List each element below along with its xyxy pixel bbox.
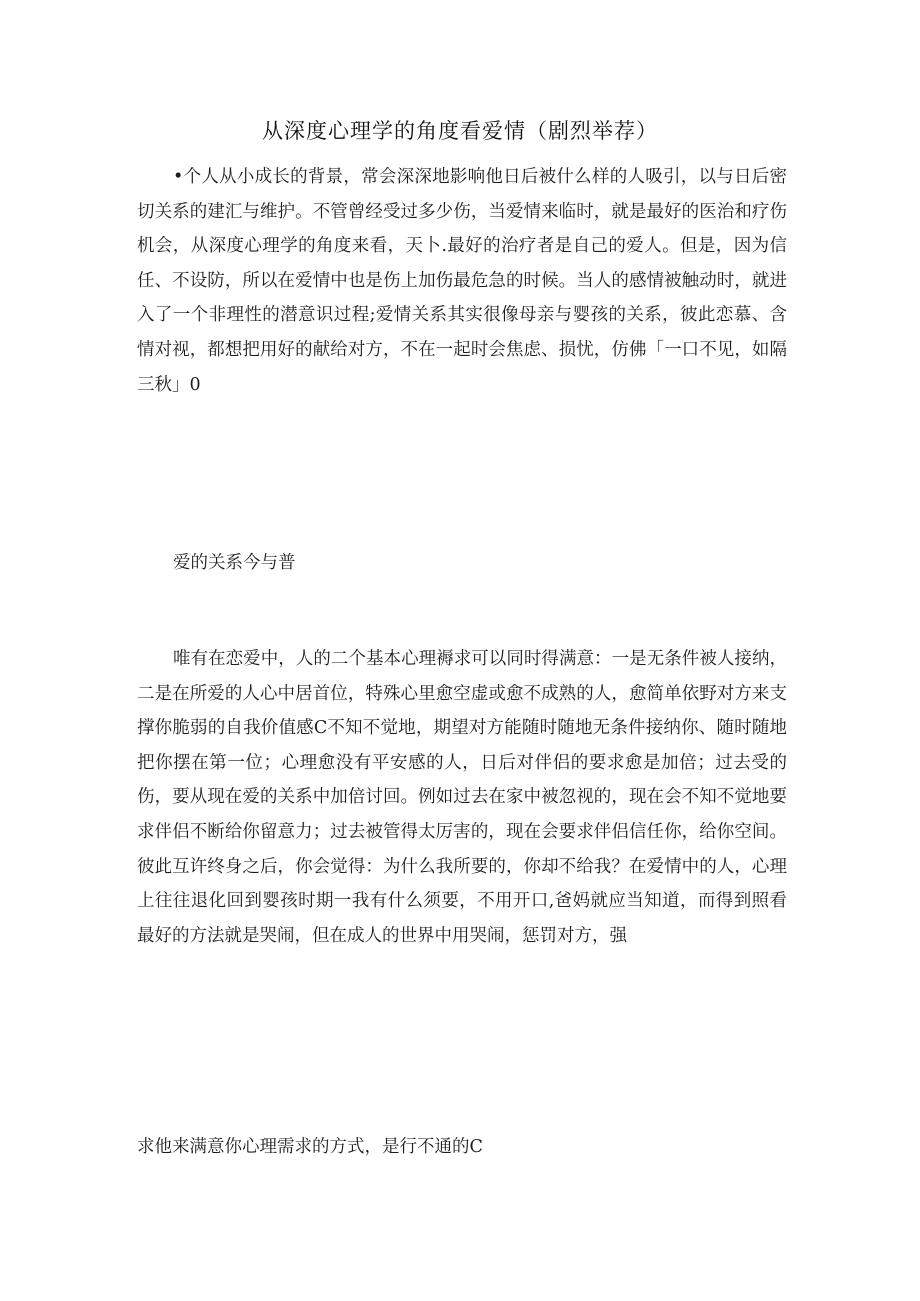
paragraph-intro: •个人从小成长的背景，常会深深地影响他日后被什么样的人吸引，以与日后密切关系的建汇与维护。不管曾经受过多少伤，当爱情来临时，就是最好的医治和疗伤机会，从深度心理学的角度来看，天卜.最好的治疗者是自己的爱人。但是，因为信任、不设防，所以在爱情中也是伤上加伤最危急的时候。当人的感情被触动时，就进入了一个非理性的潜意识过程;爱情关系其实很像母亲与婴孩的关系，彼此恋慕、含情对视，都想把用好的献给对方，不在一起时会焦虑、损忧，仿佛「一口不见，如隔三秋」0 (137, 167, 787, 395)
section-heading: 爱的关系今与普 (173, 553, 296, 573)
paragraph-continuation: 求他来满意你心理需求的方式，是行不通的C (137, 1137, 483, 1157)
document-title: 从深度心理学的角度看爱情（剧烈举荐） (262, 119, 658, 143)
paragraph-body: 唯有在恋爱中，人的二个基本心理褥求可以同时得满意：一是无条件被人接纳，二是在所爱的人心中居首位，特殊心里愈空虚或愈不成熟的人，愈简单依野对方来支撑你脆弱的自我价值感C不知不觉地，期望对方能随时随地无条件接纳你、随时随地把你摆在第一位；心理愈没有平安感的人，日后对伴侣的要求愈是加倍；过去受的伤，要从现在爱的关系中加倍讨回。例如过去在家中被忽视的，现在会不知不觉地要求伴侣不断给你留意力；过去被管得太厉害的，现在会要求伴侣信任你，给你空间。彼此互许终身之后，你会觉得：为什么我所要的，你却不给我？在爱情中的人，心理上往往退化回到婴孩时期一我有什么须要，不用开口,爸妈就应当知道，而得到照看最好的方法就是哭闹，但在成人的世界中用哭闹，惩罚对方，强 (137, 649, 787, 946)
